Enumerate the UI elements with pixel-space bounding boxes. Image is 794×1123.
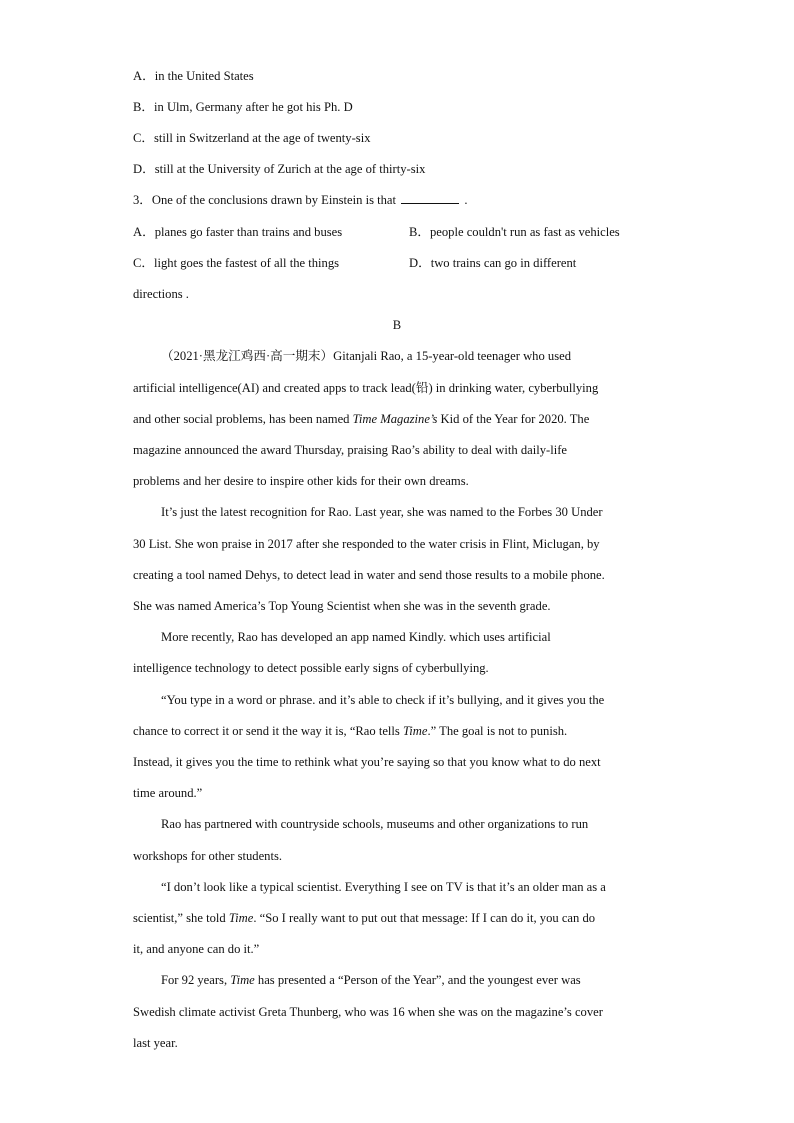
p7-line-1	[161, 972, 581, 988]
magazine-title: Time Magazine’s	[352, 412, 438, 426]
q3-stem-text: 3．One of the conclusions drawn by Einstein is that	[133, 193, 397, 207]
p4-line-2	[133, 723, 567, 739]
p6-line-2-a: scientist,” she told	[133, 911, 229, 925]
p7-line-1-b: has presented a “Person of the Year”, and the youngest ever was	[254, 973, 581, 987]
p6-line-2	[133, 910, 595, 926]
magazine-name: Time	[230, 973, 255, 987]
p4-line-1: “You type in a word or phrase. and it’s able to check if it’s bullying, and it gives you the	[161, 693, 605, 707]
p7-line-1-a: For 92 years,	[161, 973, 231, 987]
q3-stem-end: .	[464, 193, 468, 207]
q2-option-c: C．still in Switzerland at the age of twenty-six	[133, 131, 371, 145]
q2-option-d: D．still at the University of Zurich at the age of thirty-six	[133, 162, 426, 176]
q3-option-b: B．people couldn't run as fast as vehicles	[409, 225, 620, 239]
magazine-name: Time	[228, 911, 254, 925]
q2-option-b: B．in Ulm, Germany after he got his Ph. D	[133, 100, 353, 114]
p1-line-3-b: Kid of the Year for 2020. The	[437, 412, 590, 426]
q2-option-a: A．in the United States	[133, 69, 254, 83]
q3-option-d-continued: directions .	[133, 287, 189, 301]
p5-line-1: Rao has partnered with countryside schools, museums and other organizations to run	[161, 817, 589, 831]
p7-line-2: Swedish climate activist Greta Thunberg, who was 16 when she was on the magazine’s cover	[133, 1005, 603, 1019]
p4-line-2-a: chance to correct it or send it the way it is, “Rao tells	[133, 724, 403, 738]
p4-line-3: Instead, it gives you the time to rethink what you’re saying so that you know what to do next	[133, 755, 601, 769]
p1-line-3-a: and other social problems, has been named	[133, 412, 353, 426]
answer-blank	[401, 192, 459, 204]
p6-line-1: “I don’t look like a typical scientist. Everything I see on TV is that it’s an older man as a	[161, 880, 606, 894]
p6-line-2-b: . “So I really want to put out that message: If I can do it, you can do	[253, 911, 596, 925]
p7-line-3: last year.	[133, 1036, 178, 1050]
p3-line-2: intelligence technology to detect possible early signs of cyberbullying.	[133, 661, 489, 675]
q3-stem	[133, 192, 468, 208]
q3-option-a: A．planes go faster than trains and buses	[133, 225, 343, 239]
p2-line-3: creating a tool named Dehys, to detect lead in water and send those results to a mobile phone.	[133, 568, 605, 582]
p1-line-5: problems and her desire to inspire other kids for their own dreams.	[133, 474, 469, 488]
p1-line-4: magazine announced the award Thursday, praising Rao’s ability to deal with daily-life	[133, 443, 568, 457]
p2-line-4: She was named America’s Top Young Scientist when she was in the seventh grade.	[133, 599, 551, 613]
p4-line-2-b: .” The goal is not to punish.	[427, 724, 568, 738]
section-label: B	[392, 318, 402, 332]
p4-line-4: time around.”	[133, 786, 203, 800]
p3-line-1: More recently, Rao has developed an app named Kindly. which uses artificial	[161, 630, 551, 644]
p6-line-3: it, and anyone can do it.”	[133, 942, 260, 956]
p1-line-2: artificial intelligence(AI) and created apps to track lead(铅) in drinking water, cyberbullying	[133, 381, 599, 395]
q3-option-d: D．two trains can go in different	[409, 256, 577, 270]
q3-option-c: C．light goes the fastest of all the things	[133, 256, 340, 270]
p2-line-1: It’s just the latest recognition for Rao. Last year, she was named to the Forbes 30 Under	[161, 505, 603, 519]
p1-line-3	[133, 411, 589, 427]
magazine-name: Time	[402, 724, 428, 738]
p5-line-2: workshops for other students.	[133, 849, 283, 863]
p1-line-1: （2021·黑龙江鸡西·高一期末）Gitanjali Rao, a 15-year-old teenager who used	[161, 349, 571, 363]
p2-line-2: 30 List. She won praise in 2017 after she responded to the water crisis in Flint, Miclugan, by	[133, 537, 600, 551]
